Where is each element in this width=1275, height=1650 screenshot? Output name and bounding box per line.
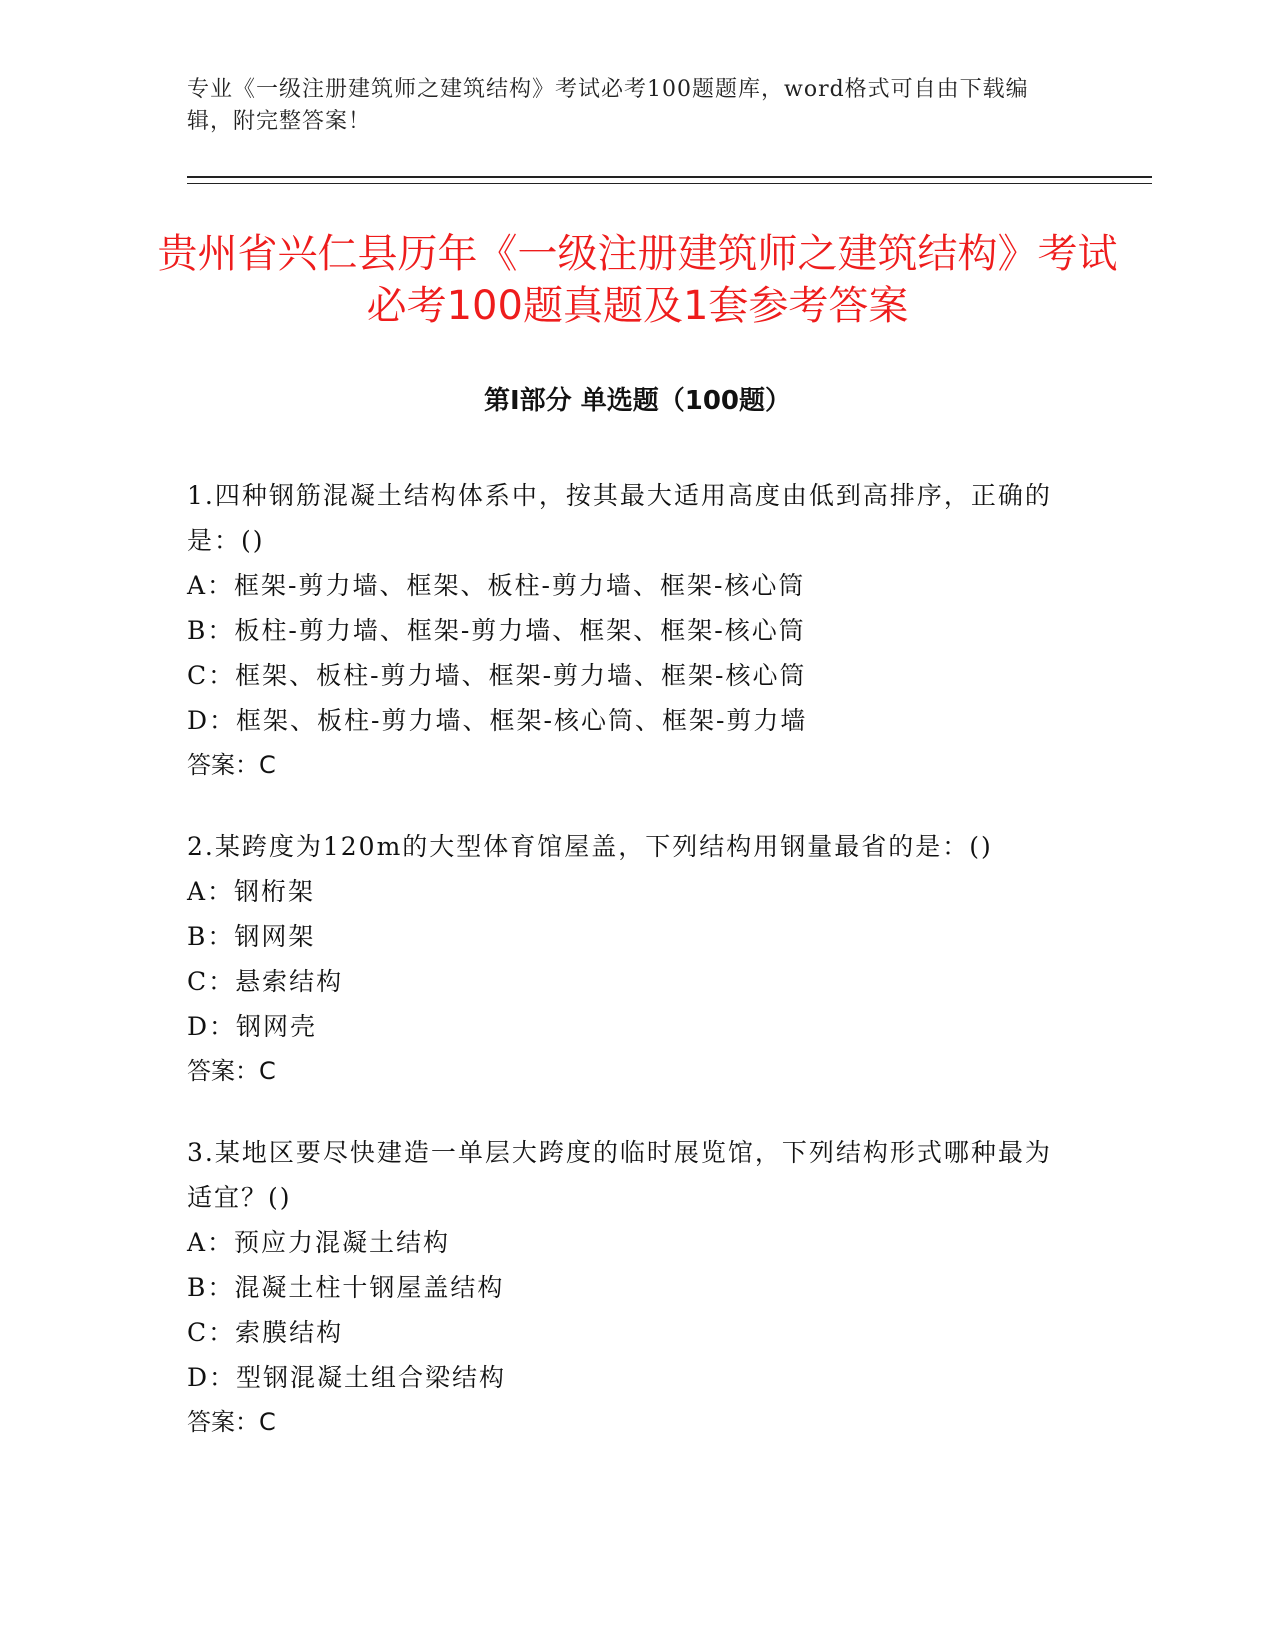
question-list [187, 473, 1062, 1481]
header-divider-thick [187, 176, 1152, 178]
question-stem: 3.某地区要尽快建造一单层大跨度的临时展览馆，下列结构形式哪种最为适宜？() [187, 1138, 1052, 1212]
question-2 [187, 824, 1062, 1094]
header-divider-thin [187, 183, 1152, 184]
header-note: 专业《一级注册建筑师之建筑结构》考试必考100题题库，word格式可自由下载编辑，附完整答案！ [187, 77, 1029, 134]
option-d: D：框架、板柱-剪力墙、框架-核心筒、框架-剪力墙 [187, 706, 808, 735]
question-1 [187, 473, 1062, 788]
answer: 答案：C [187, 751, 276, 779]
option-c: C：索膜结构 [187, 1318, 344, 1347]
option-c: C：悬索结构 [187, 967, 344, 996]
question-stem: 2.某跨度为120m的大型体育馆屋盖，下列结构用钢量最省的是：() [187, 832, 993, 861]
option-a: A：预应力混凝土结构 [187, 1228, 451, 1257]
answer: 答案：C [187, 1057, 276, 1085]
option-b: B：混凝土柱十钢屋盖结构 [187, 1273, 505, 1302]
option-d: D：型钢混凝土组合梁结构 [187, 1363, 507, 1392]
answer: 答案：C [187, 1408, 276, 1436]
question-stem: 1.四种钢筋混凝土结构体系中，按其最大适用高度由低到高排序，正确的是：() [187, 481, 1052, 555]
section-heading: 第Ⅰ部分 单选题（100题） [484, 386, 791, 416]
option-a: A：钢桁架 [187, 877, 316, 906]
option-a: A：框架-剪力墙、框架、板柱-剪力墙、框架-核心筒 [187, 571, 806, 600]
document-title: 贵州省兴仁县历年《一级注册建筑师之建筑结构》考试必考100题真题及1套参考答案 [157, 231, 1118, 329]
question-3 [187, 1130, 1062, 1445]
option-b: B：钢网架 [187, 922, 316, 951]
option-d: D：钢网壳 [187, 1012, 318, 1041]
option-b: B：板柱-剪力墙、框架-剪力墙、框架、框架-核心筒 [187, 616, 806, 645]
option-c: C：框架、板柱-剪力墙、框架-剪力墙、框架-核心筒 [187, 661, 807, 690]
